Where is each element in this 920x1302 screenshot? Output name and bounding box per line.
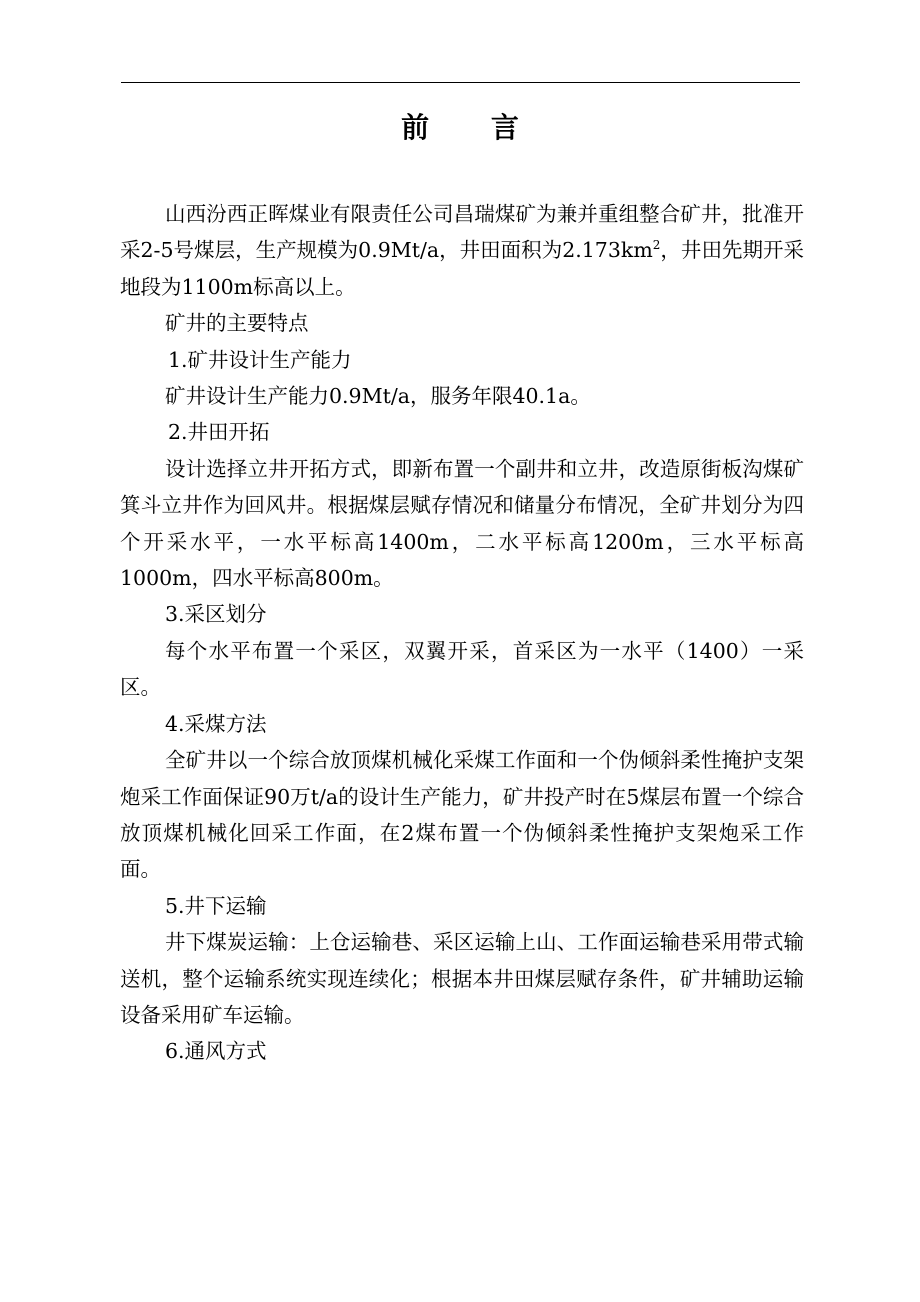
paragraph-capacity: 矿井设计生产能力0.9Mt/a，服务年限40.1a。	[165, 384, 591, 409]
paragraph-development: 设计选择立井开拓方式，即新布置一个副井和立井，改造原街板沟煤矿箕斗立井作为回风井。根据煤层赋存情况和储量分布情况，全矿井划分为四个开采水平，一水平标高1400m，二水平标高1200m，三水平标高1000m，四水平标高800m。	[120, 456, 804, 591]
section-heading-mining-method: 4.采煤方法	[165, 711, 267, 736]
paragraph-mining-method: 全矿井以一个综合放顶煤机械化采煤工作面和一个伪倾斜柔性掩护支架炮采工作面保证90万t/a的设计生产能力，矿井投产时在5煤层布置一个综合放顶煤机械化回采工作面，在2煤布置一个伪倾斜柔性掩护支架炮采工作面。	[120, 748, 804, 882]
section-heading-ventilation: 6.通风方式	[165, 1039, 267, 1064]
superscript-2: 2	[652, 238, 661, 253]
paragraph-mining-area: 每个水平布置一个采区，双翼开采，首采区为一水平（1400）一采区。	[120, 638, 804, 700]
paragraph-transport: 井下煤炭运输：上仓运输巷、采区运输上山、工作面运输巷采用带式输送机，整个运输系统实现连续化；根据本井田煤层赋存条件，矿井辅助运输设备采用矿车运输。	[120, 930, 804, 1027]
section-heading-capacity: 1.矿井设计生产能力	[168, 347, 352, 372]
page-title: 前 言	[401, 111, 545, 144]
section-heading-transport: 5.井下运输	[165, 893, 267, 918]
paragraph-intro	[120, 196, 804, 305]
intro-text-post: ，井田先期开采地段为1100m标高以上。	[120, 238, 804, 299]
header-rule	[121, 82, 800, 83]
section-heading-mining-area: 3.采区划分	[165, 602, 267, 627]
paragraph-features-heading: 矿井的主要特点	[165, 311, 309, 336]
section-heading-development: 2.井田开拓	[168, 420, 270, 445]
intro-text-pre: 山西汾西正晖煤业有限责任公司昌瑞煤矿为兼并重组整合矿井，批准开采2-5号煤层，生产规模为0.9Mt/a，井田面积为2.173km	[120, 202, 804, 263]
document-body	[120, 196, 804, 1070]
